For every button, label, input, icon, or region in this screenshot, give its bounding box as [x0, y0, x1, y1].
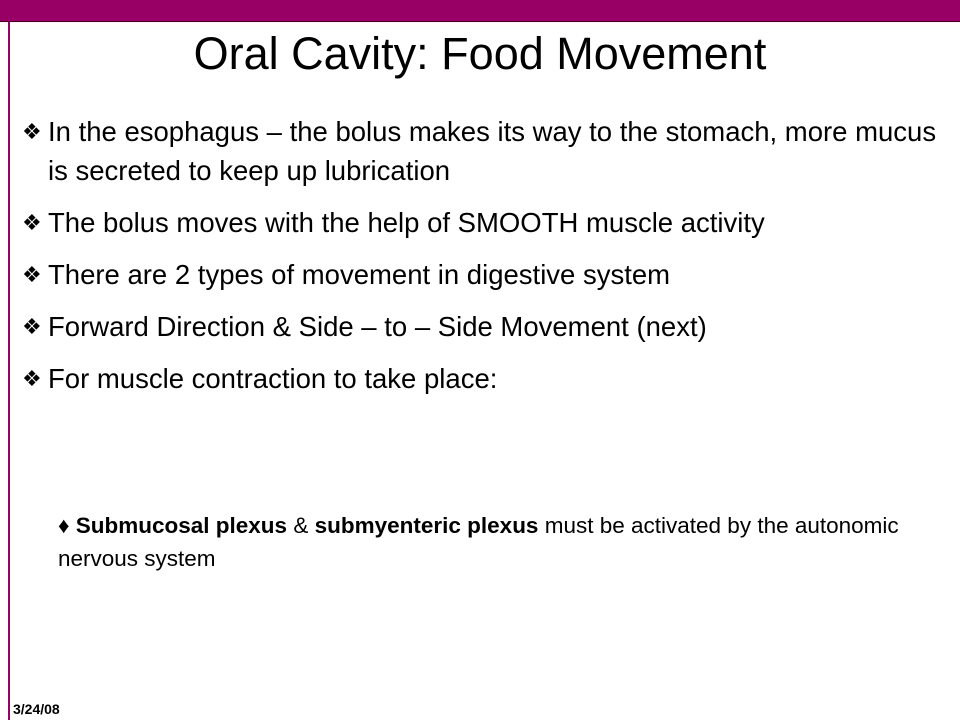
top-accent-bar: [0, 0, 960, 22]
diamond-icon: ♦: [58, 513, 70, 538]
four-petal-diamond-icon: ❖: [22, 366, 42, 391]
four-petal-diamond-icon: ❖: [22, 314, 42, 339]
sub-bullet-text: must be activated by the autonomic nervous system: [58, 513, 899, 571]
bullet-item: [22, 112, 952, 190]
footer-date: 3/24/08: [13, 701, 60, 717]
slide-title: Oral Cavity: Food Movement: [193, 28, 767, 79]
bullet-text: Forward Direction & Side – to – Side Movement (next): [48, 311, 707, 342]
bullet-text: The bolus moves with the help of SMOOTH muscle activity: [48, 207, 765, 238]
sub-bullet-term-submucosal: Submucosal plexus: [75, 513, 288, 538]
left-accent-line: [8, 22, 10, 720]
bullet-text: In the esophagus – the bolus makes its way to the stomach, more mucus is secreted to keep up lubrication: [48, 116, 937, 186]
sub-bullet-item: [58, 509, 948, 575]
bullet-item: [22, 255, 952, 294]
bullet-item: [22, 307, 952, 346]
bullet-text: There are 2 types of movement in digestive system: [48, 259, 671, 290]
bullet-list: [22, 112, 952, 411]
four-petal-diamond-icon: ❖: [22, 262, 42, 287]
sub-bullet-connector: &: [293, 513, 309, 538]
sub-bullet-term-submyenteric: submyenteric plexus: [314, 513, 539, 538]
bullet-item: [22, 359, 952, 398]
four-petal-diamond-icon: ❖: [22, 119, 42, 144]
four-petal-diamond-icon: ❖: [22, 210, 42, 235]
bullet-text: For muscle contraction to take place:: [48, 363, 498, 394]
bullet-item: [22, 203, 952, 242]
